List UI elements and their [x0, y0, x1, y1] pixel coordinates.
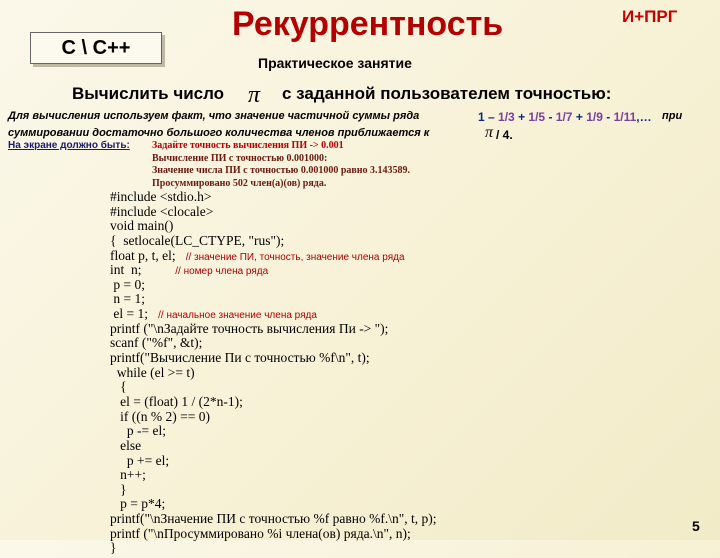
code-line: n++; — [110, 467, 146, 483]
slide-title: Рекуррентность — [232, 5, 504, 43]
series-op: - — [548, 110, 553, 124]
series-op: + — [575, 110, 583, 124]
task-text-start: Вычислить число — [72, 84, 225, 103]
code-comment: // начальное значение члена ряда — [158, 310, 317, 322]
code-line: #include <clocale> — [110, 203, 214, 219]
code-line: while (el >= t) — [110, 364, 195, 380]
slide-subtitle: Практическое занятие — [258, 55, 412, 71]
code-line: p += el; — [110, 452, 170, 468]
series-term: 1/9 — [586, 110, 603, 124]
description-line-1-end: при — [662, 110, 683, 122]
code-line: void main() — [110, 218, 174, 234]
output-line: Значение числа ПИ с точностью 0.001000 равно 3.143589. — [152, 165, 411, 176]
code-line: { setlocale(LC_CTYPE, "rus"); — [110, 232, 285, 248]
code-line: p -= el; — [110, 423, 166, 439]
series-formula — [478, 110, 652, 124]
series-term: 1/11 — [613, 110, 637, 124]
code-comment: // номер члена ряда — [175, 266, 269, 278]
code-line: el = (float) 1 / (2*n-1); — [110, 393, 243, 409]
code-line: n = 1; — [110, 291, 145, 307]
code-line: p = p*4; — [110, 496, 166, 512]
course-tag: И+ПРГ — [622, 7, 678, 26]
code-line: printf("Вычисление Пи с точностью %f\n", t); — [110, 350, 370, 366]
pi-symbol: π — [248, 82, 261, 108]
code-line: printf ("\nЗадайте точность вычисления Пи -> "); — [110, 320, 389, 336]
code-line: printf("\nЗначение ПИ с точностью %f равно %f.\n", t, p); — [110, 511, 437, 527]
description-line-1: Для вычисления используем факт, что значение частичной суммы ряда — [8, 110, 420, 122]
series-start: 1 – — [478, 110, 495, 124]
output-line: Задайте точность вычисления ПИ -> 0.001 — [152, 140, 344, 151]
code-line: float p, t, el; // значение ПИ, точность, значение члена ряда — [110, 247, 405, 263]
code-line: } — [110, 481, 127, 497]
code-line: printf ("\nПросуммировано %i члена(ов) ряда.\n", n); — [110, 525, 411, 541]
series-term: 1/7 — [555, 110, 573, 124]
code-line: { — [110, 379, 127, 395]
output-line: Просуммировано 502 член(а)(ов) ряда. — [152, 177, 327, 189]
task-text-end: с заданной пользователем точностью: — [282, 84, 612, 103]
code-line: p = 0; — [110, 276, 145, 292]
code-listing — [110, 190, 436, 556]
series-tail: ,… — [636, 110, 652, 124]
code-line: el = 1; // начальное значение члена ряда — [110, 306, 317, 322]
output-line: Вычисление ПИ с точностью 0.001000: — [152, 152, 328, 164]
code-line: #include <stdio.h> — [110, 189, 212, 204]
series-op: - — [606, 110, 611, 124]
description-line-2-end: / 4. — [496, 128, 513, 142]
screen-output-label: На экране должно быть: — [8, 140, 130, 151]
series-op: + — [518, 110, 526, 124]
code-line: int n; // номер члена ряда — [110, 262, 269, 278]
code-line: else — [110, 437, 142, 453]
pi-symbol-small: π — [485, 124, 494, 141]
language-text: C \ C++ — [61, 36, 131, 59]
language-label — [30, 32, 162, 64]
series-term: 1/3 — [498, 110, 515, 124]
description-line-2: суммировании достаточно большого количества членов приближается к — [8, 127, 430, 139]
code-line: } — [110, 540, 117, 556]
code-comment: // значение ПИ, точность, значение члена ряда — [185, 251, 405, 263]
series-term: 1/5 — [528, 110, 546, 124]
page-number: 5 — [692, 518, 700, 534]
code-line: if ((n % 2) == 0) — [110, 408, 210, 424]
screen-output — [152, 140, 410, 190]
code-line: scanf ("%f", &t); — [110, 335, 203, 351]
